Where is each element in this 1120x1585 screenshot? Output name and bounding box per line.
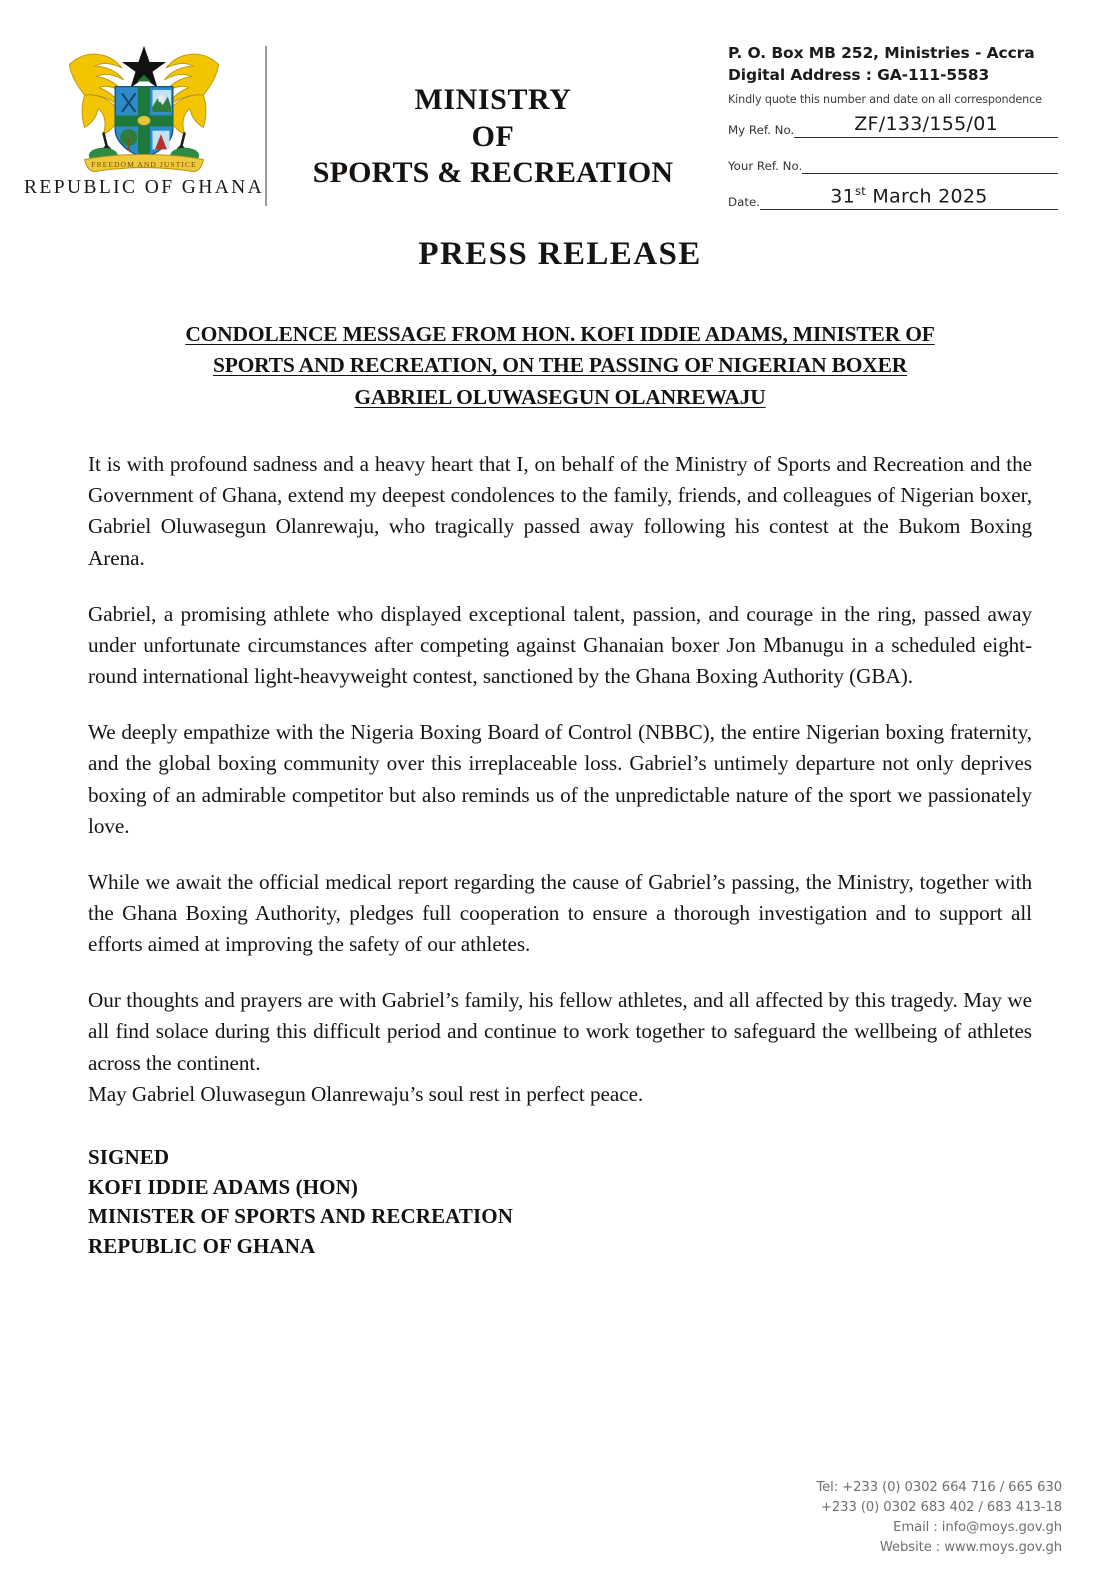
subject-heading bbox=[88, 319, 1032, 413]
my-ref-row bbox=[728, 111, 1058, 138]
footer-contact-block bbox=[816, 1478, 1062, 1558]
signature-name: KOFI IDDIE ADAMS (HON) bbox=[88, 1174, 358, 1199]
crest-block bbox=[24, 34, 264, 199]
po-box-line: P. O. Box MB 252, Ministries - Accra bbox=[728, 44, 1035, 62]
your-ref-field[interactable] bbox=[802, 147, 1058, 174]
date-value bbox=[760, 184, 1058, 207]
my-ref-label: My Ref. No. bbox=[728, 123, 795, 137]
reference-block bbox=[728, 42, 1058, 210]
ministry-title-line-3: SPORTS & RECREATION bbox=[312, 156, 674, 190]
crest-motto: FREEDOM AND JUSTICE bbox=[91, 160, 197, 170]
press-release-heading: PRESS RELEASE bbox=[418, 236, 702, 272]
date-field[interactable] bbox=[760, 183, 1058, 210]
date-row bbox=[728, 183, 1058, 210]
signature-country: REPUBLIC OF GHANA bbox=[88, 1233, 316, 1258]
date-rest: March 2025 bbox=[866, 185, 988, 207]
body-paragraph-2: Gabriel, a promising athlete who displayed exceptional talent, passion, and courage in the ring, passed away under unfortunate circumstances after competing against Ghanaian boxer Jon Mbanugu in a scheduled eight-round international light-heavyweight contest, sanctioned by the Ghana Boxing Authority (GBA). bbox=[88, 601, 1032, 689]
footer-email: Email : info@moys.gov.gh bbox=[893, 1519, 1062, 1535]
body-paragraph-1: It is with profound sadness and a heavy heart that I, on behalf of the Ministry of Sports and Recreation and the Government of Ghana, extend my deepest condolences to the family, friends, and colleagues of Nigerian boxer, Gabriel Oluwasegun Olanrewaju, who tragically passed away following his contest at the Bukom Boxing Arena. bbox=[88, 452, 1032, 570]
final-paragraph-closing: May Gabriel Oluwasegun Olanrewaju’s soul rest in perfect peace. bbox=[88, 1081, 644, 1106]
digital-address-line: Digital Address : GA-111-5583 bbox=[728, 66, 990, 84]
your-ref-label: Your Ref. No. bbox=[728, 159, 803, 173]
postal-address bbox=[728, 42, 1058, 86]
signature-signed: SIGNED bbox=[88, 1144, 170, 1169]
footer-website: Website : www.moys.gov.gh bbox=[879, 1539, 1062, 1555]
my-ref-field[interactable] bbox=[794, 111, 1058, 138]
subject-line-3: GABRIEL OLUWASEGUN OLANREWAJU bbox=[354, 384, 766, 409]
ministry-title-line-2: OF bbox=[471, 119, 515, 153]
body-paragraph-3: We deeply empathize with the Nigeria Boxing Board of Control (NBBC), the entire Nigerian boxing fraternity, and the global boxing community over this irreplaceable loss. Gabriel’s untimely departure not only deprives boxing of an admirable competitor but also reminds us of the unpredictable nature of the sport we passionately love. bbox=[88, 720, 1032, 838]
republic-of-ghana-label: REPUBLIC OF GHANA bbox=[24, 177, 265, 198]
your-ref-row bbox=[728, 147, 1058, 174]
letterhead-divider bbox=[265, 46, 267, 206]
date-day: 31 bbox=[830, 185, 856, 207]
my-ref-value: ZF/133/155/01 bbox=[854, 113, 998, 135]
letterhead bbox=[0, 0, 1120, 225]
ministry-title-line-1: MINISTRY bbox=[414, 83, 572, 116]
quote-reference-note: Kindly quote this number and date on all correspondence bbox=[728, 93, 1042, 106]
signature-title: MINISTER OF SPORTS AND RECREATION bbox=[88, 1204, 513, 1229]
footer-tel-line-1: Tel: +233 (0) 0302 664 716 / 665 630 bbox=[816, 1479, 1062, 1495]
subject-line-1: CONDOLENCE MESSAGE FROM HON. KOFI IDDIE ADAMS, MINISTER OF bbox=[185, 322, 935, 346]
ministry-title-block bbox=[288, 82, 698, 192]
body-paragraph-5 bbox=[88, 985, 1032, 1110]
subject-line-2: SPORTS AND RECREATION, ON THE PASSING OF NIGERIAN BOXER bbox=[212, 353, 908, 378]
date-ordinal: st bbox=[855, 183, 867, 198]
footer-tel-line-2: +233 (0) 0302 683 402 / 683 413-18 bbox=[820, 1499, 1062, 1515]
final-paragraph-main: Our thoughts and prayers are with Gabriel’s family, his fellow athletes, and all affected by this tragedy. May we all find solace during this difficult period and continue to work together to safeguard the wellbeing of athletes across the continent. bbox=[88, 988, 1032, 1075]
date-label: Date. bbox=[728, 195, 760, 209]
document-body bbox=[88, 236, 1032, 1261]
ghana-coat-of-arms-icon bbox=[58, 34, 230, 174]
body-paragraph-4: While we await the official medical report regarding the cause of Gabriel’s passing, the Ministry, together with the Ghana Boxing Authority, pledges full cooperation to ensure a thorough investigation and to support all efforts aimed at improving the safety of our athletes. bbox=[88, 869, 1032, 957]
signature-block bbox=[88, 1143, 1032, 1261]
